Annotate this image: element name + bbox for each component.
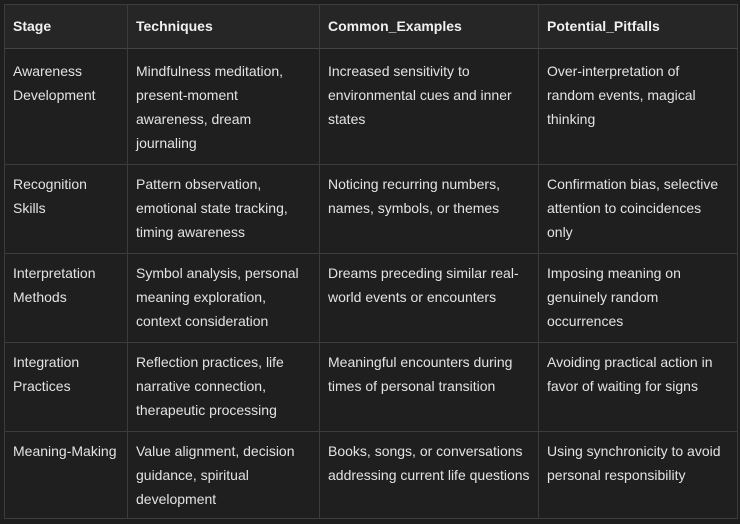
cell-pitfalls: Avoiding practical action in favor of waiting for signs	[539, 343, 738, 432]
cell-techniques: Value alignment, decision guidance, spiritual development	[128, 432, 320, 519]
table-row	[5, 49, 738, 165]
column-header-techniques: Techniques	[128, 5, 320, 49]
column-header-potential-pitfalls: Potential_Pitfalls	[539, 5, 738, 49]
cell-stage: Awareness Development	[5, 49, 128, 165]
cell-techniques: Pattern observation, emotional state tracking, timing awareness	[128, 165, 320, 254]
cell-pitfalls: Using synchronicity to avoid personal responsibility	[539, 432, 738, 519]
column-header-stage: Stage	[5, 5, 128, 49]
table-row	[5, 165, 738, 254]
cell-stage: Recognition Skills	[5, 165, 128, 254]
column-header-common-examples: Common_Examples	[320, 5, 539, 49]
cell-examples: Dreams preceding similar real-world events or encounters	[320, 254, 539, 343]
table-row	[5, 254, 738, 343]
cell-pitfalls: Imposing meaning on genuinely random occurrences	[539, 254, 738, 343]
cell-pitfalls: Over-interpretation of random events, magical thinking	[539, 49, 738, 165]
synchronicity-stages-table	[4, 4, 738, 519]
cell-examples: Meaningful encounters during times of personal transition	[320, 343, 539, 432]
cell-techniques: Reflection practices, life narrative connection, therapeutic processing	[128, 343, 320, 432]
table-row	[5, 343, 738, 432]
cell-examples: Books, songs, or conversations addressing current life questions	[320, 432, 539, 519]
cell-stage: Meaning-Making	[5, 432, 128, 519]
cell-stage: Integration Practices	[5, 343, 128, 432]
cell-pitfalls: Confirmation bias, selective attention to coincidences only	[539, 165, 738, 254]
cell-examples: Increased sensitivity to environmental cues and inner states	[320, 49, 539, 165]
cell-stage: Interpretation Methods	[5, 254, 128, 343]
cell-techniques: Mindfulness meditation, present-moment awareness, dream journaling	[128, 49, 320, 165]
cell-techniques: Symbol analysis, personal meaning exploration, context consideration	[128, 254, 320, 343]
table-row	[5, 432, 738, 519]
table-header-row	[5, 5, 738, 49]
cell-examples: Noticing recurring numbers, names, symbols, or themes	[320, 165, 539, 254]
